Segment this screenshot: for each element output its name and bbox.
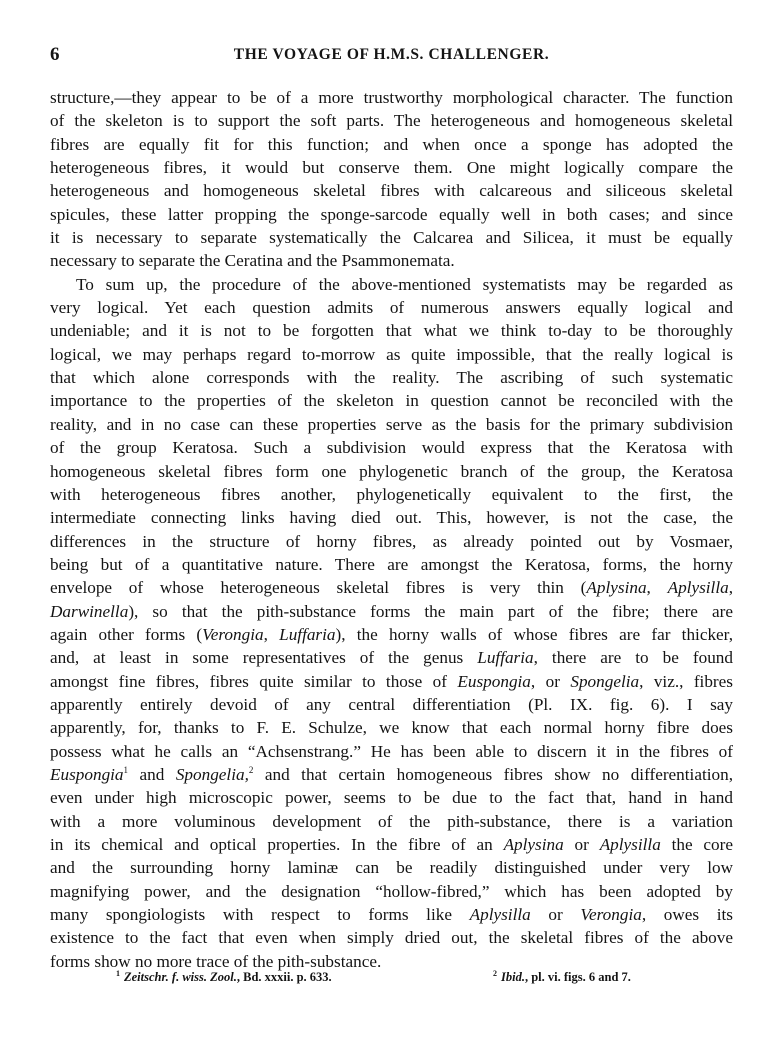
footnote-2: $^2$ Ibid., pl. vi. figs. 6 and 7. — [493, 969, 631, 984]
text-line: spicules, these latter propping the sponge-sarcode equally well in both cases; and since — [50, 204, 733, 224]
text-line: of the skeleton is to support the soft parts. The heterogeneous and homogeneous skeletal — [50, 111, 733, 131]
text-line: of the group Keratosa. Such a subdivision would express that the Keratosa with — [50, 438, 733, 458]
genus-name: Luffaria — [279, 624, 336, 644]
genus-name: Darwinella — [50, 601, 129, 621]
text-line: and the surrounding horny laminæ can be readily distinguished under very low — [50, 858, 733, 878]
genus-name: Aplysina — [586, 578, 647, 598]
page-header — [50, 44, 733, 68]
text-line: being but of a quantitative nature. There are amongst the Keratosa, forms, the horny — [50, 554, 733, 574]
genus-name: Verongia — [202, 624, 264, 644]
paragraph-end-line: forms show no more trace of the pith-substance. — [50, 951, 382, 971]
text-line: importance to the properties of the skeleton in question cannot be reconciled with the — [50, 391, 733, 411]
genus-name: Luffaria — [477, 648, 534, 668]
text-line: very logical. Yet each question admits of numerous answers equally logical and — [50, 298, 733, 318]
paragraph-end-line: necessary to separate the Ceratina and the Psammonemata. — [50, 251, 455, 271]
text-line: envelope of whose heterogeneous skeletal fibres is very thin (Aplysina, Aplysilla, — [50, 578, 733, 598]
text-line: possess what he calls an “Achsenstrang.” He has been able to discern it in the fibres of — [50, 741, 733, 761]
text-line: even under high microscopic power, seems to be due to the fact that, hand in hand — [50, 788, 733, 808]
paragraph-start-line: To sum up, the procedure of the above-mentioned systematists may be regarded as — [76, 274, 733, 294]
genus-name: Spongelia — [570, 671, 640, 691]
footnotes — [50, 970, 733, 992]
text-line: differences in the structure of horny fibres, as already pointed out by Vosmaer, — [50, 531, 733, 551]
text-line: apparently entirely devoid of any central differentiation (Pl. IX. fig. 6). I say — [50, 694, 733, 714]
text-line: with a more voluminous development of the pith-substance, there is a variation — [50, 811, 733, 831]
genus-name: Aplysilla — [667, 578, 729, 598]
text-line: magnifying power, and the designation “hollow-fibred,” which has been adopted by — [50, 881, 733, 901]
text-line: many spongiologists with respect to forms like Aplysilla or Verongia, owes its — [50, 905, 733, 925]
text-line: again other forms (Verongia, Luffaria), the horny walls of whose fibres are far thicker, — [50, 624, 734, 644]
genus-name: Aplysina — [503, 835, 564, 854]
text-line: Darwinella), so that the pith-substance forms the main part of the fibre; there are — [50, 601, 733, 621]
footnote-1: $^1$ Zeitschr. f. wiss. Zool., Bd. xxxii. p. 633. — [116, 969, 332, 984]
text-line: undeniable; and it is not to be forgotten that what we think to-day to be thoroughly — [50, 321, 733, 341]
text-line: homogeneous skeletal fibres form one phylogenetic branch of the group, the Keratosa — [50, 461, 733, 481]
genus-name: Verongia — [580, 905, 642, 925]
text-line: intermediate connecting links having died out. This, however, is not the case, the — [50, 508, 733, 528]
footnote-ref-1[interactable]: 1 — [123, 764, 129, 775]
footnote-ref-2[interactable]: 2 — [248, 764, 254, 775]
genus-name: Spongelia, — [175, 764, 249, 784]
text-line: heterogeneous fibres, it would but conserve them. One might logically compare the — [50, 158, 733, 178]
genus-name: Euspongia — [457, 671, 531, 691]
genus-name: Euspongia — [50, 764, 124, 784]
page-number: 6 — [50, 44, 60, 65]
text-line: in its chemical and optical properties. In the fibre of an Aplysina or Aplysilla the core — [50, 835, 734, 854]
text-line: that which alone corresponds with the reality. The ascribing of such systematic — [50, 368, 733, 388]
text-line: reality, and in no case can these properties serve as the basis for the primary subdivision — [50, 414, 733, 434]
text-line: it is necessary to separate systematically the Calcarea and Silicea, it must be equally — [50, 228, 733, 248]
text-line: existence to the fact that even when simply dried out, the skeletal fibres of the above — [50, 928, 733, 948]
body-text — [50, 86, 733, 973]
text-line: fibres are equally fit for this function; and when once a sponge has adopted the — [50, 134, 733, 154]
text-line: logical, we may perhaps regard to-morrow as quite impossible, that the really logical is — [50, 344, 733, 364]
text-line: Euspongia$^1$ and Spongelia,$^2$ and that certain homogeneous fibres show no differentiation, — [50, 764, 733, 784]
text-line: amongst fine fibres, fibres quite similar to those of Euspongia, or Spongelia, viz., fibres — [50, 671, 733, 691]
text-line: heterogeneous and homogeneous skeletal fibres with calcareous and siliceous skeletal — [50, 181, 733, 201]
text-line: apparently, for, thanks to F. E. Schulze, we know that each normal horny fibre does — [50, 718, 733, 738]
text-line: and, at least in some representatives of the genus Luffaria, there are to be found — [50, 648, 733, 668]
text-line: with heterogeneous fibres another, phylogenetically equivalent to the first, the — [50, 484, 733, 504]
genus-name: Aplysilla — [469, 905, 531, 925]
genus-name: Aplysilla — [599, 835, 661, 854]
running-title: THE VOYAGE OF H.M.S. CHALLENGER. — [233, 46, 550, 63]
text-line: structure,—they appear to be of a more trustworthy morphological character. The function — [50, 88, 733, 107]
